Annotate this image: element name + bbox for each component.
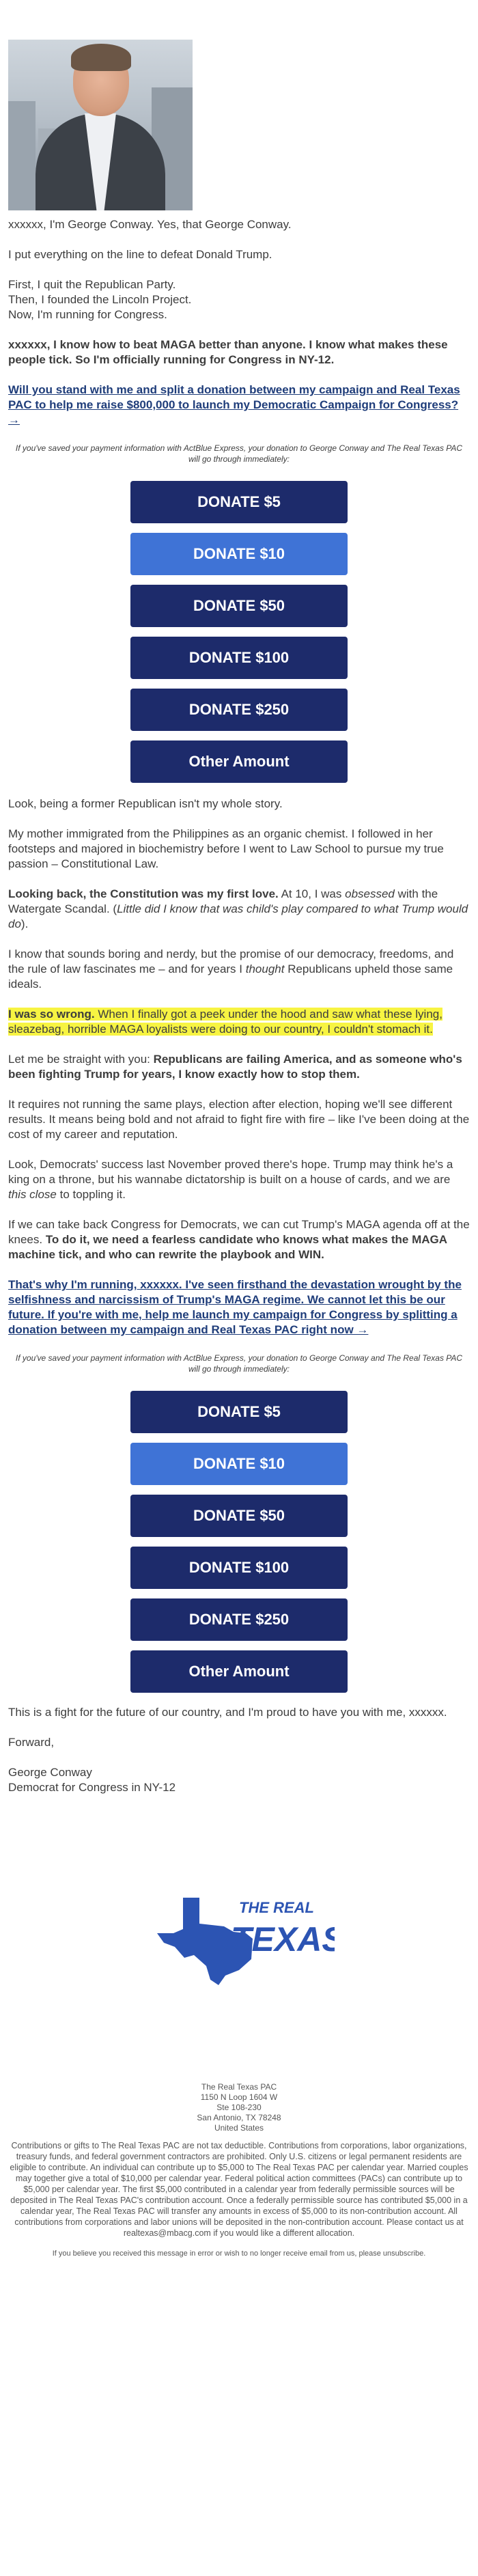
step-item: First, I quit the Republican Party. — [8, 278, 176, 291]
legal-disclaimer: Contributions or gifts to The Real Texas PAC are not tax deductible. Contributions from corporations, labor organizations, treasury funds, and federal government contractors are prohibited. Only U.S. citizens or legal permanent residents are eligible to contribute. An individual can contribute up to $5,000 to The Real Texas PAC per calendar year. Married couples may together give a total of $10,000 per calendar year. Federal political action committees (PACs) can contribute up to $5,000 per calendar year. The first $5,000 contributed in a calendar year from federally permissible sources will be deposited in The Real Texas PAC's contribution account. Once a federally permissible source has contributed $5,000 in a calendar year, The Real Texas PAC will transfer any amounts in excess of $5,000 to its non-contribution account. All contributions from corporations and labor unions will be deposited in the non-contribution account. Please contact us at realtexas@mbacg.com if you would like a different allocation. — [10, 2141, 468, 2238]
candidate-photo — [8, 40, 193, 210]
highlight-para: I was so wrong. When I finally got a peek under the hood and saw what these lying, sleazebag, horrible MAGA loyalists were doing to our country, I couldn't stomach it. — [8, 1008, 442, 1036]
logo-line2: TEXAS — [231, 1920, 335, 1958]
donate-cta-link-2[interactable]: That's why I'm running, xxxxxx. I've seen firsthand the devastation wrought by the selfishness and narcissism of Trump's MAGA regime. We cannot let this be our future. If you're with me, help me launch my campaign for Congress by splitting a donation between my campaign and Real Texas PAC right now → — [8, 1278, 462, 1336]
address-line: United States — [214, 2123, 264, 2133]
address-line: 1150 N Loop 1604 W — [200, 2092, 278, 2102]
donate-5-button[interactable]: DONATE $5 — [130, 1391, 348, 1433]
signature-name: George Conway — [8, 1766, 92, 1779]
donate-250-button[interactable]: DONATE $250 — [130, 689, 348, 731]
bold-pitch: xxxxxx, I know how to beat MAGA better than anyone. I know what makes these people tick. So I'm officially running for Congress in NY-12. — [8, 338, 448, 366]
texas-map-icon — [143, 1884, 335, 1986]
donate-button-group-2 — [130, 1391, 348, 1693]
donate-10-button[interactable]: DONATE $10 — [130, 533, 348, 575]
donate-100-button[interactable]: DONATE $100 — [130, 1547, 348, 1589]
step-item: Now, I'm running for Congress. — [8, 308, 167, 321]
signature-title: Democrat for Congress in NY-12 — [8, 1781, 176, 1794]
logo-line1: THE REAL — [239, 1899, 314, 1916]
hope-para: Look, Democrats' success last November proved there's hope. Trump may think he's a king on a throne, but his wannabe dictatorship is built on a house of cards, and we are this close to toppling it. — [8, 1158, 453, 1201]
email-body — [0, 40, 478, 2259]
intro-line: I put everything on the line to defeat Donald Trump. — [8, 248, 272, 261]
donate-5-button[interactable]: DONATE $5 — [130, 481, 348, 523]
donate-10-button[interactable]: DONATE $10 — [130, 1443, 348, 1485]
straight-para: Let me be straight with you: Republicans are failing America, and as someone who's been fighting Trump for years, I know exactly how to stop them. — [8, 1053, 462, 1081]
donate-other-button[interactable]: Other Amount — [130, 740, 348, 783]
fire-para: It requires not running the same plays, election after election, hoping we'll see different results. It means being bold and not afraid to fight fire with fire – like I've been doing at the cost of my career and reputation. — [8, 1098, 470, 1141]
donate-50-button[interactable]: DONATE $50 — [130, 585, 348, 627]
actblue-disclaimer-2: If you've saved your payment information with ActBlue Express, your donation to George Conway and The Real Texas PAC will go through immediately: — [15, 1353, 463, 1374]
greeting-line: xxxxxx, I'm George Conway. Yes, that George Conway. — [8, 218, 292, 231]
mother-para: My mother immigrated from the Philippines as an organic chemist. I followed in her footsteps and majored in biochemistry before I went to Law School to pursue my true passion – Constitutional Law. — [8, 827, 444, 870]
donate-50-button[interactable]: DONATE $50 — [130, 1495, 348, 1537]
congress-para: If we can take back Congress for Democrats, we can cut Trump's MAGA agenda off at the knees. To do it, we need a fearless candidate who knows what makes the MAGA machine tick, and who can rewrite the playbook and WIN. — [8, 1218, 470, 1261]
signoff: Forward, — [8, 1736, 55, 1749]
story-para: Look, being a former Republican isn't my whole story. — [8, 797, 283, 810]
closing-para: This is a fight for the future of our country, and I'm proud to have you with me, xxxxxx. — [8, 1706, 447, 1719]
donate-100-button[interactable]: DONATE $100 — [130, 637, 348, 679]
address-line: The Real Texas PAC — [201, 2082, 277, 2092]
real-texas-logo — [143, 1884, 335, 1986]
footer-address — [8, 2082, 470, 2133]
step-item: Then, I founded the Lincoln Project. — [8, 293, 192, 306]
donate-250-button[interactable]: DONATE $250 — [130, 1598, 348, 1641]
steps-list — [8, 277, 470, 322]
constitution-para: Looking back, the Constitution was my first love. At 10, I was obsessed with the Watergate Scandal. (Little did I know that was child's play compared to what Trump would do). — [8, 887, 468, 930]
unsubscribe-notice[interactable]: If you believe you received this message in error or wish to no longer receive email from us, please unsubscribe. — [52, 2249, 426, 2258]
actblue-disclaimer: If you've saved your payment information with ActBlue Express, your donation to George Conway and The Real Texas PAC will go through immediately: — [15, 443, 463, 464]
donate-cta-link[interactable]: Will you stand with me and split a donation between my campaign and Real Texas PAC to help me raise $800,000 to launch my Democratic Campaign for Congress? → — [8, 383, 460, 426]
address-line: San Antonio, TX 78248 — [197, 2113, 281, 2122]
donate-other-button[interactable]: Other Amount — [130, 1650, 348, 1693]
democracy-para: I know that sounds boring and nerdy, but the promise of our democracy, freedoms, and the rule of law fascinates me – and for years I thought Republicans upheld those same ideals. — [8, 947, 454, 991]
address-line: Ste 108-230 — [216, 2103, 262, 2112]
donate-button-group — [130, 481, 348, 783]
